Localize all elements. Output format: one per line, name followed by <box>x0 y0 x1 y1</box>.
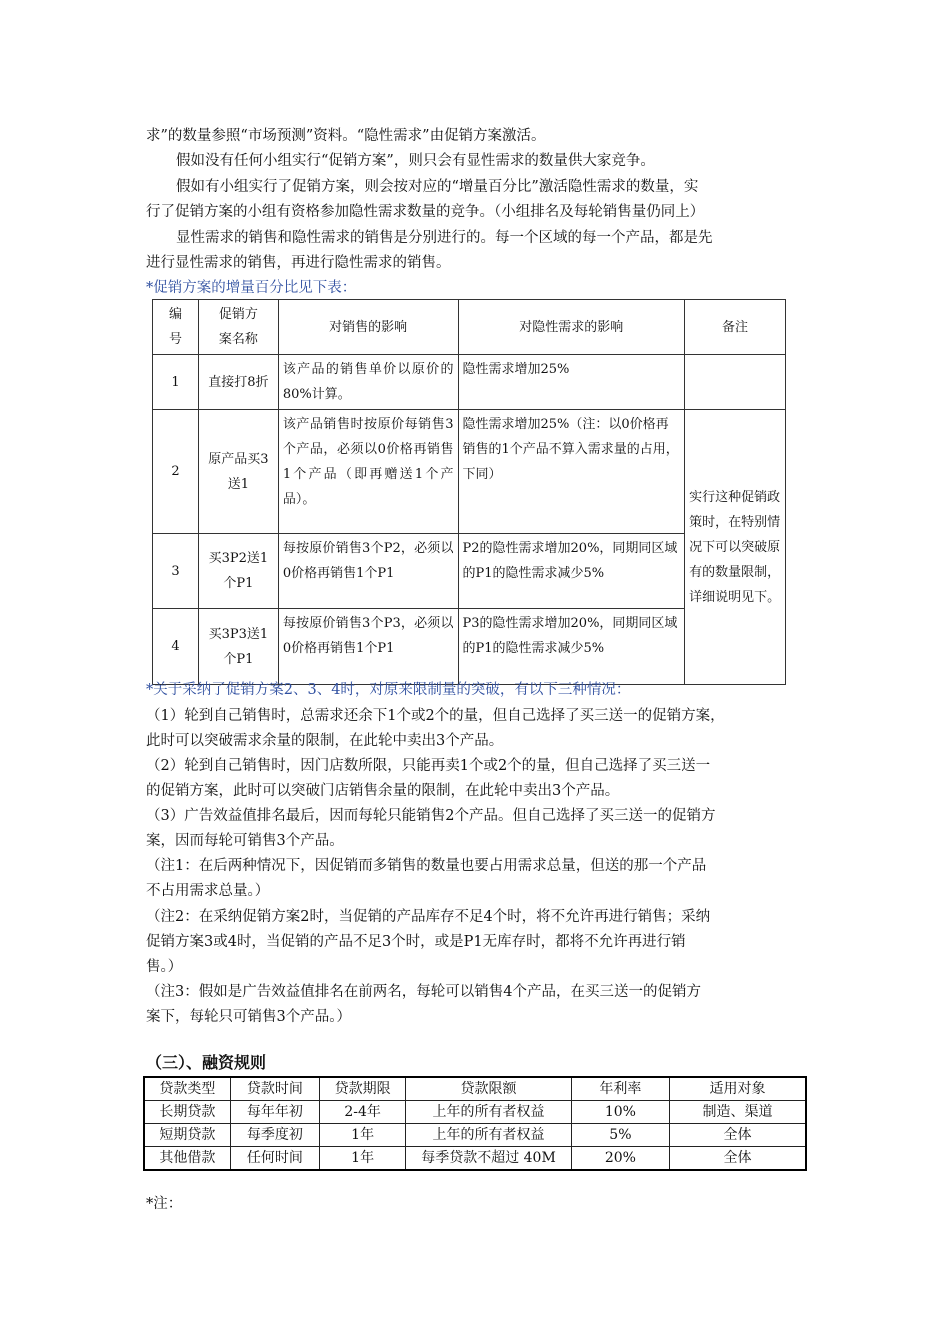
cell-remark: 实行这种促销政策时，在特别情况下可以突破原有的数量限制，详细说明见下。 <box>685 410 786 685</box>
cell-name: 买3P2送1个P1 <box>198 534 278 609</box>
note-text: （注3：假如是广告效益值排名在前两名，每轮可以销售4个产品，在买三送一的促销方 <box>146 984 701 1000</box>
paragraph: 求”的数量参照“市场预测”资料。“隐性需求”由促销方案激活。 <box>146 128 546 144</box>
header-cell: 对销售的影响 <box>278 300 458 355</box>
rule-text: 案，因而每轮可销售3个产品。 <box>146 833 344 849</box>
header-cell: 年利率 <box>571 1077 669 1101</box>
cell: 2-4年 <box>320 1101 406 1124</box>
paragraph: 假如没有任何小组实行“促销方案”，则只会有显性需求的数量供大家竞争。 <box>176 153 655 169</box>
cell-no: 4 <box>153 609 199 685</box>
cell-sales: 该产品销售时按原价每销售3个产品，必须以0价格再销售1个产品（即再赠送1个产品）。 <box>278 410 458 534</box>
cell: 20% <box>571 1147 669 1171</box>
cell: 每季贷款不超过 40M <box>406 1147 572 1171</box>
paragraph: 显性需求的销售和隐性需求的销售是分别进行的。每一个区域的每一个产品，都是先 <box>176 230 713 246</box>
rule-text: （1）轮到自己销售时，总需求还余下1个或2个的量，但自己选择了买三送一的促销方案， <box>146 708 725 724</box>
cell-no: 3 <box>153 534 199 609</box>
cell: 其他借款 <box>144 1147 230 1171</box>
cell: 全体 <box>670 1147 806 1171</box>
note-text: 售。） <box>146 959 183 975</box>
table-row <box>144 1124 806 1147</box>
note-text: 案下，每轮只可销售3个产品。） <box>146 1009 351 1025</box>
cell-name: 买3P3送1个P1 <box>198 609 278 685</box>
paragraph: 行了促销方案的小组有资格参加隐性需求数量的竞争。（小组排名及每轮销售量仍同上） <box>146 204 705 220</box>
cell-hidden: 隐性需求增加25%（注：以0价格再销售的1个产品不算入需求量的占用，下同） <box>458 410 685 534</box>
cell: 长期贷款 <box>144 1101 230 1124</box>
header-cell: 贷款类型 <box>144 1077 230 1101</box>
table-row <box>153 355 786 410</box>
cell: 1年 <box>320 1147 406 1171</box>
cell-no: 1 <box>153 355 199 410</box>
header-cell: 促销方 案名称 <box>198 300 278 355</box>
note-text: （注1：在后两种情况下，因促销而多销售的数量也要占用需求总量，但送的那一个产品 <box>146 858 707 874</box>
cell-name: 原产品买3送1 <box>198 410 278 534</box>
loan-table <box>143 1076 807 1171</box>
cell: 任何时间 <box>230 1147 319 1171</box>
rule-text: 的促销方案，此时可以突破门店销售余量的限制，在此轮中卖出3个产品。 <box>146 783 620 799</box>
rule-text: 此时可以突破需求余量的限制，在此轮中卖出3个产品。 <box>146 733 504 749</box>
cell: 1年 <box>320 1124 406 1147</box>
cell: 上年的所有者权益 <box>406 1101 572 1124</box>
cell-remark-empty <box>685 355 786 410</box>
section-heading: （三）、融资规则 <box>146 1053 267 1072</box>
table-header-row <box>144 1077 806 1101</box>
table-row <box>153 410 786 534</box>
note-text: 不占用需求总量。） <box>146 883 270 899</box>
cell: 每年年初 <box>230 1101 319 1124</box>
cell-sales: 每按原价销售3个P2，必须以0价格再销售1个P1 <box>278 534 458 609</box>
header-cell: 贷款时间 <box>230 1077 319 1101</box>
cell-name: 直接打8折 <box>198 355 278 410</box>
paragraph: 假如有小组实行了促销方案，则会按对应的“增量百分比”激活隐性需求的数量，实 <box>176 179 699 195</box>
cell: 5% <box>571 1124 669 1147</box>
cell: 上年的所有者权益 <box>406 1124 572 1147</box>
header-cell: 适用对象 <box>670 1077 806 1101</box>
header-cell: 对隐性需求的影响 <box>458 300 685 355</box>
header-cell: 贷款期限 <box>320 1077 406 1101</box>
table-header-row <box>153 300 786 355</box>
rule-text: （3）广告效益值排名最后，因而每轮只能销售2个产品。但自己选择了买三送一的促销方 <box>146 808 716 824</box>
header-cell: 备注 <box>685 300 786 355</box>
rule-text: （2）轮到自己销售时，因门店数所限，只能再卖1个或2个的量，但自己选择了买三送一 <box>146 758 711 774</box>
cell: 全体 <box>670 1124 806 1147</box>
paragraph: 进行显性需求的销售，再进行隐性需求的销售。 <box>146 255 451 271</box>
cell-sales: 每按原价销售3个P3，必须以0价格再销售1个P1 <box>278 609 458 685</box>
note-text: 促销方案3或4时，当促销的产品不足3个时，或是P1无库存时，都将不允许再进行销 <box>146 934 686 950</box>
note-text: （注2：在采纳促销方案2时，当促销的产品库存不足4个时，将不允许再进行销售；采纳 <box>146 909 711 925</box>
footnote: *注： <box>146 1196 183 1212</box>
cell: 每季度初 <box>230 1124 319 1147</box>
cell-hidden: P2的隐性需求增加20%，同期同区域的P1的隐性需求减少5% <box>458 534 685 609</box>
rules-title: *关于采纳了促销方案2、3、4时，对原来限制量的突破，有以下三种情况： <box>146 682 631 698</box>
cell: 制造、渠道 <box>670 1101 806 1124</box>
promo-table <box>152 299 786 685</box>
cell: 短期贷款 <box>144 1124 230 1147</box>
cell-hidden: P3的隐性需求增加20%，同期同区域的P1的隐性需求减少5% <box>458 609 685 685</box>
cell-no: 2 <box>153 410 199 534</box>
cell-sales: 该产品的销售单价以原价的80%计算。 <box>278 355 458 410</box>
cell: 10% <box>571 1101 669 1124</box>
table-row <box>144 1147 806 1171</box>
cell-hidden: 隐性需求增加25% <box>458 355 685 410</box>
table-row <box>144 1101 806 1124</box>
table-caption: *促销方案的增量百分比见下表： <box>146 280 357 296</box>
header-cell: 贷款限额 <box>406 1077 572 1101</box>
header-cell: 编 号 <box>153 300 199 355</box>
